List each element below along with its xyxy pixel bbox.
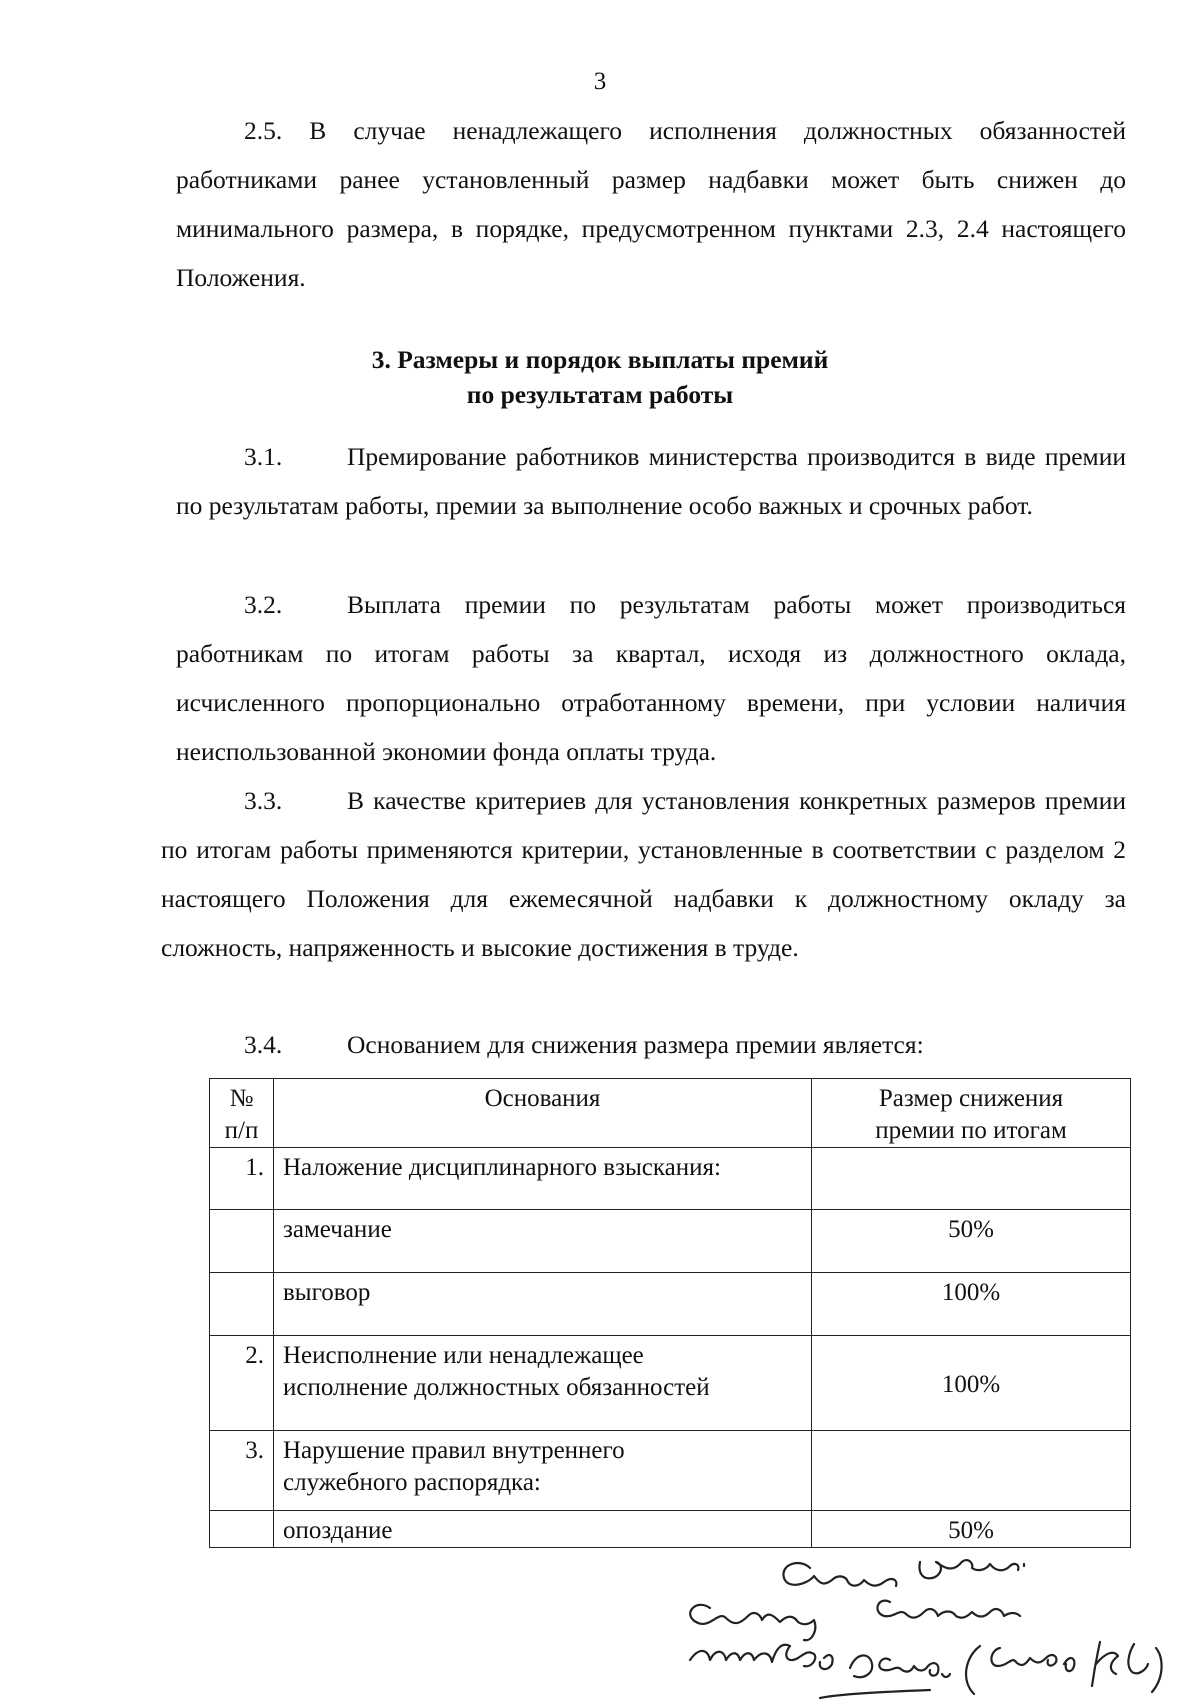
paragraph-3-1-text: Премирование работников министерства производится в виде премии по результатам работы, премии за выполнение особо важных и срочных работ. (176, 442, 1126, 520)
row-reason-cell (274, 1336, 812, 1431)
table-row (210, 1511, 1131, 1548)
table-row (210, 1336, 1131, 1431)
row-size-cell: 50% (812, 1210, 1131, 1273)
premium-reduction-table (209, 1078, 1131, 1548)
row-reason-cell: Наложение дисциплинарного взыскания: (274, 1148, 812, 1210)
row-num-cell (210, 1210, 274, 1273)
header-size-line1: Размер снижения (878, 1085, 1064, 1112)
row-reason-line2: служебного распорядка: (283, 1469, 541, 1496)
row-size-cell (812, 1431, 1131, 1511)
paragraph-3-2 (176, 580, 1126, 776)
header-size-cell (812, 1079, 1131, 1148)
page-number: 3 (593, 68, 607, 95)
row-size-cell: 50% (812, 1511, 1131, 1548)
header-num-cell (210, 1079, 274, 1148)
row-size-cell: 100% (812, 1273, 1131, 1336)
row-reason-cell: опоздание (274, 1511, 812, 1548)
header-num-line1: № (229, 1085, 254, 1112)
handwritten-signature (670, 1550, 1170, 1708)
table-row (210, 1431, 1131, 1511)
table-row (210, 1148, 1131, 1210)
row-reason-line1: Нарушение правил внутреннего (283, 1437, 625, 1464)
row-reason-cell (274, 1431, 812, 1511)
row-num-cell: 2. (210, 1336, 274, 1431)
table-row (210, 1273, 1131, 1336)
header-size-line2: премии по итогам (875, 1117, 1067, 1144)
row-reason-line2: исполнение должностных обязанностей (283, 1374, 710, 1401)
row-reason-cell: замечание (274, 1210, 812, 1273)
row-size-cell: 100% (812, 1336, 1131, 1431)
paragraph-3-1 (176, 432, 1126, 530)
paragraph-3-2-text: Выплата премии по результатам работы может производиться работникам по итогам работы за квартал, исходя из должностного оклада, исчисленного пропорционально отработанному времени, при условии наличия неиспользованной экономии фонда оплаты труда. (176, 590, 1126, 766)
row-num-cell (210, 1511, 274, 1548)
row-reason-line1: Неисполнение или ненадлежащее (283, 1342, 644, 1369)
row-num-cell: 3. (210, 1431, 274, 1511)
paragraph-2-5 (176, 106, 1126, 302)
section-heading-line2: по результатам работы (466, 380, 734, 409)
section-heading (0, 342, 1200, 412)
paragraph-2-5-number: 2.5. (244, 116, 283, 145)
header-reason-cell: Основания (274, 1079, 812, 1148)
paragraph-3-4-text: Основанием для снижения размера премии является: (347, 1030, 924, 1059)
header-num-line2: п/п (224, 1117, 259, 1144)
paragraph-3-3-text: В качестве критериев для установления конкретных размеров премии по итогам работы применяются критерии, установленные в соответствии с разделом 2 настоящего Положения для ежемесячной надбавки к должностному окладу за сложность, напряженность и высокие достижения в труде. (161, 786, 1126, 962)
section-heading-line1: 3. Размеры и порядок выплаты премий (371, 345, 829, 374)
paragraph-3-3 (161, 776, 1126, 972)
row-num-cell: 1. (210, 1148, 274, 1210)
row-size-cell (812, 1148, 1131, 1210)
paragraph-3-2-number: 3.2. (244, 590, 283, 619)
table-row (210, 1210, 1131, 1273)
paragraph-3-4 (244, 1020, 924, 1069)
row-num-cell (210, 1273, 274, 1336)
table-header-row (210, 1079, 1131, 1148)
row-reason-cell: выговор (274, 1273, 812, 1336)
paragraph-2-5-text: В случае ненадлежащего исполнения должностных обязанностей работниками ранее установленный размер надбавки может быть снижен до минимального размера, в порядке, предусмотренном пунктами 2.3, 2.4 настоящего Положения. (176, 116, 1126, 292)
paragraph-3-3-number: 3.3. (244, 786, 283, 815)
paragraph-3-1-number: 3.1. (244, 442, 283, 471)
paragraph-3-4-number: 3.4. (244, 1030, 283, 1059)
